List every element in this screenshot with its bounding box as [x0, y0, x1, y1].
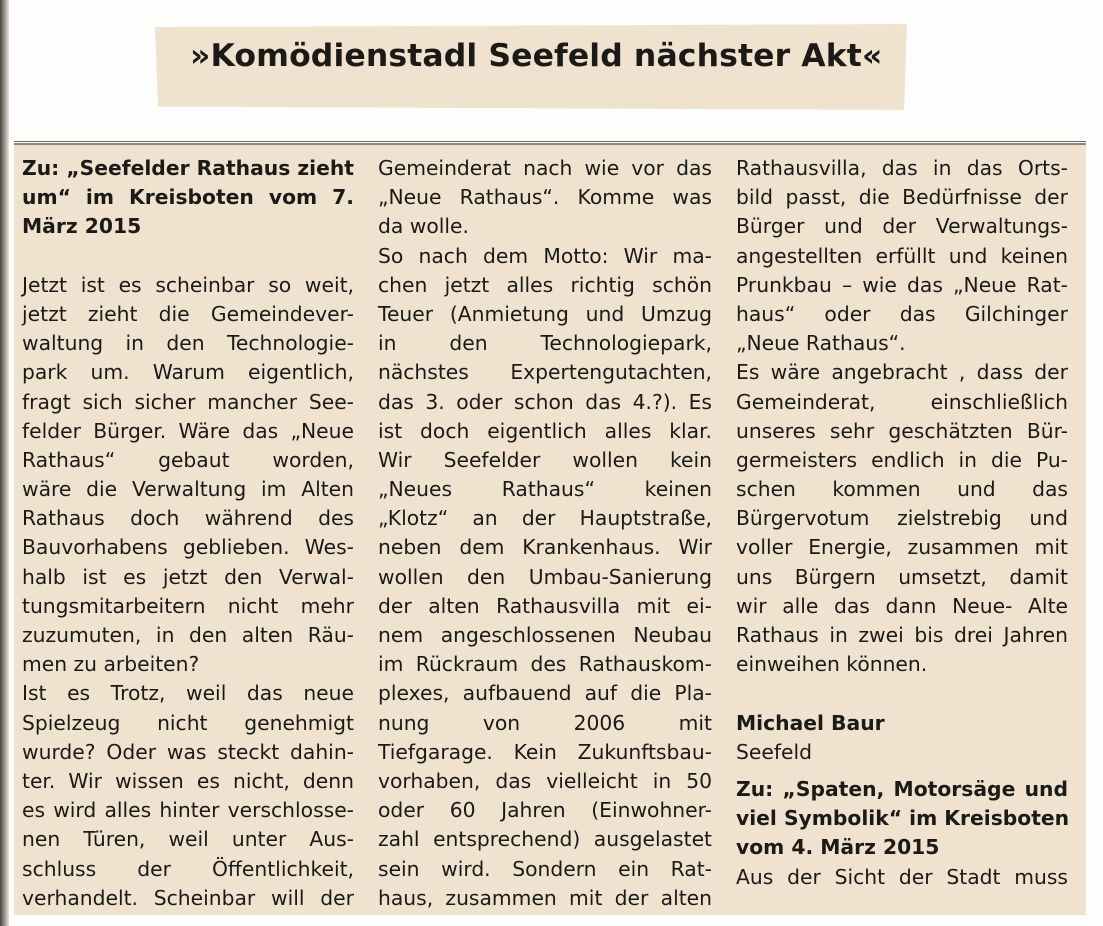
body-line: das 3. oder schon das 4.?). Es: [378, 389, 712, 414]
body-line: wir alle das dann Neue- Alte: [736, 593, 1068, 618]
clipping-top-rule: [14, 141, 1086, 142]
body-line: ist doch eigentlich alles klar.: [378, 418, 712, 443]
body-line: schen kommen und das: [736, 477, 1068, 502]
body-line: Spielzeug nicht genehmigt: [22, 710, 354, 735]
body-line: ter. Wir wissen es nicht, denn: [22, 768, 354, 793]
body-line: fragt sich sicher mancher See-: [22, 389, 354, 414]
body-line: Ist es Trotz, weil das neue: [22, 681, 354, 706]
body-line: nung von 2006 mit: [378, 710, 712, 735]
paragraph-gap: [736, 679, 1068, 708]
body-line: park um. Warum eigentlich,: [22, 360, 354, 385]
body-line: nächstes Expertengutachten,: [378, 360, 712, 385]
body-line: Bürger und der Verwaltungs-: [736, 214, 1068, 239]
body-line: Rathausvilla, das in das Orts-: [736, 156, 1068, 180]
body-line: in den Technologiepark,: [378, 331, 712, 356]
body-line: Rathaus in zwei bis drei Jahren: [736, 623, 1068, 647]
body-line: felder Bürger. Wäre das „Neue: [22, 418, 354, 443]
body-line: Prunkbau – wie das „Neue Rat-: [736, 272, 1068, 297]
body-line: „Neues Rathaus“ keinen: [378, 477, 712, 502]
body-line: angestellten erfüllt und keinen: [736, 243, 1068, 268]
column-3: [736, 154, 1068, 892]
article-headline: »Komödienstadl Seefeld nächster Akt«: [190, 38, 883, 74]
body-line: So nach dem Motto: Wir ma-: [378, 243, 712, 268]
column-1: [22, 154, 354, 913]
body-line: Teuer (Anmietung und Umzug: [378, 301, 712, 326]
letter1-author-name: Michael Baur: [736, 710, 885, 735]
letter2-heading-line: viel Symbolik“ im Kreisboten: [736, 806, 1070, 831]
letter2-heading: [736, 775, 1068, 863]
body-line: es wird alles hinter verschlosse-: [22, 798, 354, 823]
body-line: Rathaus“ gebaut worden,: [22, 447, 354, 472]
body-line: uns Bürgern umsetzt, damit: [736, 564, 1068, 589]
body-line: wollen den Umbau-Sanierung: [378, 564, 712, 589]
body-line: haus“ oder das Gilchinger: [736, 301, 1068, 326]
body-line: oder 60 Jahren (Einwohner-: [378, 798, 712, 823]
body-line: men zu arbeiten?: [22, 652, 200, 677]
body-line: zahl entsprechend) ausgelastet: [378, 827, 712, 852]
body-line: jetzt zieht die Gemeindever-: [22, 301, 354, 326]
body-line: bild passt, die Bedürfnisse der: [736, 185, 1068, 210]
letter1-heading-line: um“ im Kreisboten vom 7.: [22, 185, 354, 210]
body-line: sein wird. Sondern ein Rat-: [378, 856, 712, 881]
letter1-heading: [22, 154, 354, 242]
body-line: Gemeinderat, einschließlich: [736, 389, 1068, 414]
letter2-heading-line: vom 4. März 2015: [736, 835, 940, 860]
body-line: Bauvorhabens geblieben. Wes-: [22, 535, 354, 560]
body-line: nen Türen, weil unter Aus-: [22, 827, 354, 852]
body-line: verhandelt. Scheinbar will der: [22, 885, 354, 910]
body-line: wäre die Verwaltung im Alten: [22, 477, 354, 502]
body-line: nem angeschlossenen Neubau: [378, 623, 712, 647]
body-line: im Rückraum des Rathauskom-: [378, 652, 712, 677]
paragraph-gap: [736, 767, 1068, 775]
body-line: chen jetzt alles richtig schön: [378, 272, 712, 297]
body-line: „Klotz“ an der Hauptstraße,: [378, 506, 712, 531]
page-binding-edge: [0, 0, 9, 926]
body-line: schluss der Öffentlichkeit,: [22, 856, 354, 881]
body-line: Gemeinderat nach wie vor das: [378, 156, 712, 180]
body-line: haus, zusammen mit der alten: [378, 885, 712, 910]
body-line: Es wäre angebracht , dass der: [736, 360, 1068, 385]
body-line: „Neue Rathaus“. Komme was: [378, 185, 712, 210]
body-line: neben dem Krankenhaus. Wir: [378, 535, 712, 560]
body-line: tungsmitarbeitern nicht mehr: [22, 593, 354, 618]
body-line: Jetzt ist es scheinbar so weit,: [22, 272, 354, 297]
body-line: unseres sehr geschätzten Bür-: [736, 418, 1068, 443]
body-line: voller Energie, zusammen mit: [736, 535, 1068, 560]
body-line: wurde? Oder was steckt dahin-: [22, 739, 354, 764]
column-2: [378, 154, 712, 913]
body-line: Tiefgarage. Kein Zukunftsbau-: [378, 739, 712, 764]
body-line: plexes, aufbauend auf die Pla-: [378, 681, 712, 706]
body-line: Bürgervotum zielstrebig und: [736, 506, 1068, 531]
letter1-body-col1: [22, 271, 354, 913]
body-line: germeisters endlich in die Pu-: [736, 447, 1068, 472]
letter1-author-city: Seefeld: [736, 739, 812, 764]
body-line: Aus der Sicht der Stadt muss: [736, 864, 1068, 889]
letter1-heading-line: März 2015: [22, 214, 142, 239]
body-line: zuzumuten, in den alten Räu-: [22, 623, 354, 647]
body-line: halb ist es jetzt den Verwal-: [22, 564, 354, 589]
body-line: da wolle.: [378, 214, 469, 239]
body-line: der alten Rathausvilla mit ei-: [378, 593, 712, 618]
body-line: einweihen können.: [736, 652, 928, 677]
paragraph-gap: [22, 242, 354, 271]
body-line: vorhaben, das vielleicht in 50: [378, 768, 712, 793]
body-line: Rathaus doch während des: [22, 506, 354, 531]
body-line: „Neue Rathaus“.: [736, 331, 906, 356]
body-line: waltung in den Technologie-: [22, 331, 354, 356]
letter1-heading-line: Zu: „Seefelder Rathaus zieht: [22, 156, 354, 180]
body-line: Wir Seefelder wollen kein: [378, 447, 712, 472]
letter2-heading-line: Zu: „Spaten, Motorsäge und: [736, 776, 1068, 801]
